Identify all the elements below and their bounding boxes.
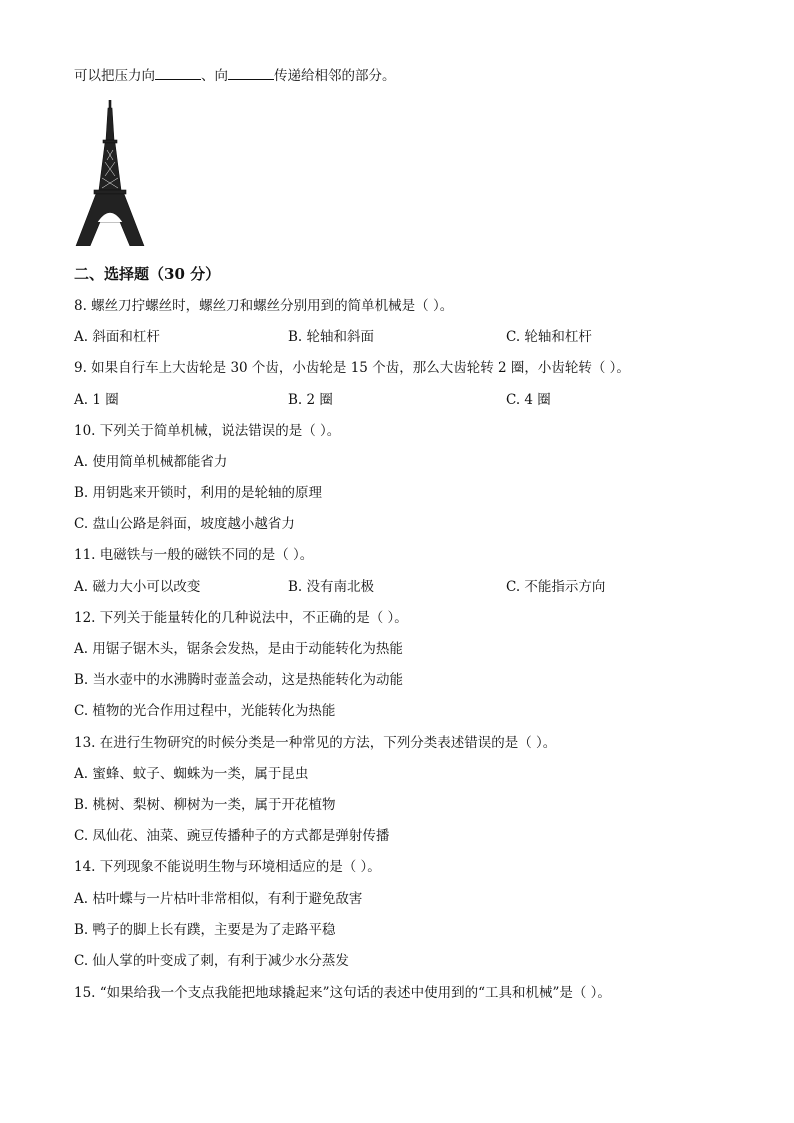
option-9b[interactable]: B. 2 圈 [288, 392, 333, 408]
intro-part1: 可以把压力向 [74, 68, 155, 84]
option-9c[interactable]: C. 4 圈 [506, 392, 551, 408]
option-14c[interactable]: C. 仙人掌的叶变成了刺，有利于减少水分蒸发 [74, 953, 349, 969]
question-stem-10: 10. 下列关于简单机械，说法错误的是（ ）。 [74, 423, 341, 439]
intro-line [74, 66, 396, 86]
option-10c[interactable]: C. 盘山公路是斜面，坡度越小越省力 [74, 516, 295, 532]
option-13b[interactable]: B. 桃树、梨树、柳树为一类，属于开花植物 [74, 797, 336, 813]
option-9a[interactable]: A. 1 圈 [74, 392, 119, 408]
question-stem-12: 12. 下列关于能量转化的几种说法中，不正确的是（ ）。 [74, 610, 408, 626]
option-12a[interactable]: A. 用锯子锯木头，锯条会发热，是由于动能转化为热能 [74, 641, 403, 657]
question-stem-14: 14. 下列现象不能说明生物与环境相适应的是（ ）。 [74, 859, 381, 875]
option-11c[interactable]: C. 不能指示方向 [506, 579, 606, 595]
answer-blank-2[interactable] [228, 67, 274, 80]
option-13a[interactable]: A. 蜜蜂、蚊子、蜘蛛为一类，属于昆虫 [74, 766, 309, 782]
question-stem-15: 15. “如果给我一个支点我能把地球撬起来”这句话的表述中使用到的“工具和机械”是（ ）。 [74, 985, 611, 1001]
option-8c[interactable]: C. 轮轴和杠杆 [506, 329, 592, 345]
question-stem-9: 9. 如果自行车上大齿轮是 30 个齿，小齿轮是 15 个齿，那么大齿轮转 2 圈，小齿轮转（ ）。 [74, 360, 630, 376]
intro-part2: 、向 [201, 68, 228, 84]
eiffel-tower-icon [74, 100, 146, 246]
option-11a[interactable]: A. 磁力大小可以改变 [74, 579, 201, 595]
option-14b[interactable]: B. 鸭子的脚上长有蹼，主要是为了走路平稳 [74, 922, 336, 938]
option-12c[interactable]: C. 植物的光合作用过程中，光能转化为热能 [74, 703, 336, 719]
section-title: 二、选择题（30 分） [74, 265, 221, 283]
question-stem-13: 13. 在进行生物研究的时候分类是一种常见的方法，下列分类表述错误的是（ ）。 [74, 735, 557, 751]
question-stem-8: 8. 螺丝刀拧螺丝时，螺丝刀和螺丝分别用到的简单机械是（ ）。 [74, 298, 454, 314]
answer-blank-1[interactable] [155, 67, 201, 80]
intro-part3: 传递给相邻的部分。 [274, 68, 396, 84]
option-12b[interactable]: B. 当水壶中的水沸腾时壶盖会动，这是热能转化为动能 [74, 672, 404, 688]
option-11b[interactable]: B. 没有南北极 [288, 579, 375, 595]
option-14a[interactable]: A. 枯叶蝶与一片枯叶非常相似，有利于避免敌害 [74, 891, 363, 907]
option-8b[interactable]: B. 轮轴和斜面 [288, 329, 375, 345]
question-stem-11: 11. 电磁铁与一般的磁铁不同的是（ ）。 [74, 547, 314, 563]
option-13c[interactable]: C. 凤仙花、油菜、豌豆传播种子的方式都是弹射传播 [74, 828, 390, 844]
option-10a[interactable]: A. 使用简单机械都能省力 [74, 454, 228, 470]
option-10b[interactable]: B. 用钥匙来开锁时，利用的是轮轴的原理 [74, 485, 323, 501]
option-8a[interactable]: A. 斜面和杠杆 [74, 329, 160, 345]
